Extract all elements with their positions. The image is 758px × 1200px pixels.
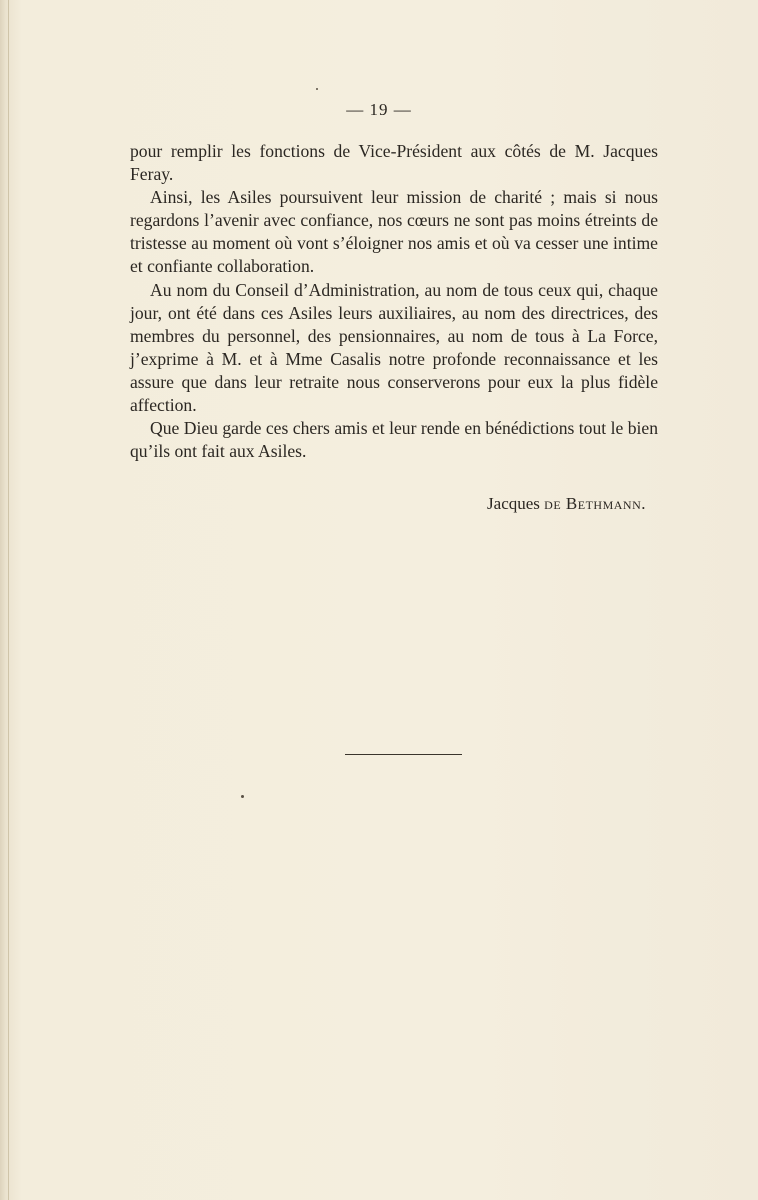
paper-speck bbox=[316, 88, 318, 90]
signature bbox=[130, 494, 658, 514]
paragraph-4: Que Dieu garde ces chers amis et leur rende en bénédictions tout le bien qu’ils ont fait aux Asiles. bbox=[130, 418, 658, 462]
closing-rule bbox=[345, 754, 462, 755]
paper-speck bbox=[241, 795, 244, 798]
body-text bbox=[130, 140, 658, 463]
binding-gutter bbox=[8, 0, 9, 1200]
signature-first-name: Jacques bbox=[487, 494, 540, 513]
signature-last-name: de Bethmann. bbox=[544, 494, 646, 513]
page-number: — 19 — bbox=[346, 100, 412, 119]
paragraph-1: pour remplir les fonctions de Vice-Président aux côtés de M. Jacques Feray. bbox=[130, 141, 658, 185]
paragraph-3: Au nom du Conseil d’Administration, au nom de tous ceux qui, chaque jour, ont été dans ces Asiles leurs auxiliaires, au nom des directrices, des membres du personnel, des pensionnaires, au nom de tous à La Force, j’exprime à M. et à Mme Casalis notre profonde reconnaissance et les assure que dans leur retraite nous conserverons pour eux la plus fidèle affection. bbox=[130, 279, 658, 416]
paragraph-2: Ainsi, les Asiles poursuivent leur mission de charité ; mais si nous regardons l’avenir avec confiance, nos cœurs ne sont pas moins étreints de tristesse au moment où vont s’éloigner nos amis et où va cesser une intime et confiante collaboration. bbox=[130, 187, 658, 277]
